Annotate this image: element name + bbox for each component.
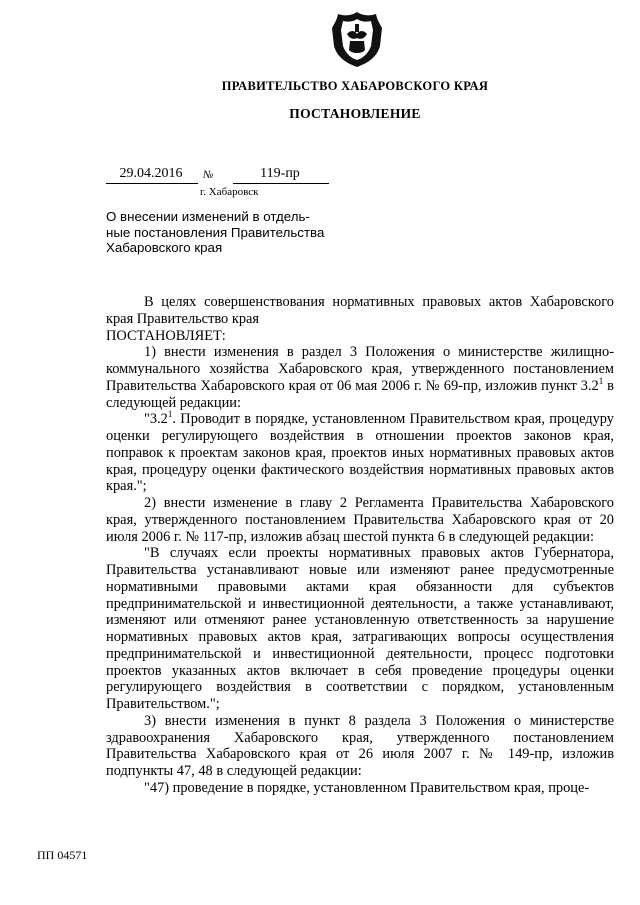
preamble-paragraph: В целях совершенствования нормативных правовых актов Хабаровского края Правительство края (106, 294, 614, 327)
document-body (106, 294, 614, 797)
item-2-quote-paragraph: "В случаях если проекты нормативных правовых актов Губернатора, Правительства устанавливают новые или изменяют ранее предусмотренные нормативными правовыми актами края обязанности для субъектов предпринимательской и инвестиционной деятельности, а также устанавливают, изменяют или отменяют ранее установленную ответственность за нарушение нормативных правовых актов края, затрагивающих вопросы осуществления предпринимательской и инвестиционной деятельности, процесс подготовки проектов указанных актов включает в себя проведение процедуры оценки регулирующего воздействия в соответствии с порядком, установленным Правительством."; (106, 545, 614, 712)
item-2-paragraph: 2) внести изменение в главу 2 Регламента Правительства Хабаровского края, утвержденного постановлением Правительства Хабаровского края от 20 июля 2006 г. № 117-пр, изложив абзац шестой пункта 6 в следующей редакции: (106, 495, 614, 545)
item-1-quote-superscript: 1 (167, 409, 173, 420)
item-1-text: 1) внести изменения в раздел 3 Положения о министерстве жилищно-коммунального хозяйства Хабаровского края, утвержденного постановлением Правительства Хабаровского края от 06 мая 2006 г. № 69-пр, изложив пункт 3.2 (106, 344, 614, 394)
footer-document-code: ПП 04571 (37, 848, 88, 862)
item-1-text-end: в следующей редакции: (106, 377, 614, 411)
date-underline (106, 183, 198, 184)
item-1-quote-start: "3.2 (144, 411, 168, 428)
item-1-paragraph (106, 344, 614, 411)
item-3-paragraph: 3) внести изменения в пункт 8 раздела 3 Положения о министерстве здравоохранения Хабаровского края, утвержденного постановлением Правительства Хабаровского края от 26 июля 2007 г. № 149-пр, изложив подпункты 47, 48 в следующей редакции: (106, 712, 614, 779)
number-sign: № (203, 169, 214, 181)
coat-of-arms-icon (330, 10, 384, 68)
item-3-quote-paragraph: "47) проведение в порядке, установленном Правительством края, проце- (144, 779, 590, 796)
number-underline (233, 183, 329, 184)
government-title: ПРАВИТЕЛЬСТВО ХАБАРОВСКОГО КРАЯ (221, 79, 489, 93)
document-subject: О внесении изменений в отдель- ные постановления Правительства Хабаровского края (106, 209, 325, 255)
resolves-heading: ПОСТАНОВЛЯЕТ: (106, 327, 226, 344)
document-type-title: ПОСТАНОВЛЕНИЕ (289, 106, 421, 121)
item-1-quote-text: . Проводит в порядке, установленном Правительством края, процедуру оценки регулирующего воздействия в отношении проектов законов края, поправок к проектам законов края, проектов иных нормативных правовых актов края, процедуру оценки фактического воздействия нормативных правовых актов края."; (106, 411, 614, 495)
item-1-superscript: 1 (598, 375, 604, 386)
document-date: 29.04.2016 (119, 166, 183, 181)
document-city: г. Хабаровск (200, 186, 259, 198)
document-number: 119-пр (260, 166, 300, 181)
item-1-quote-paragraph (106, 411, 614, 495)
